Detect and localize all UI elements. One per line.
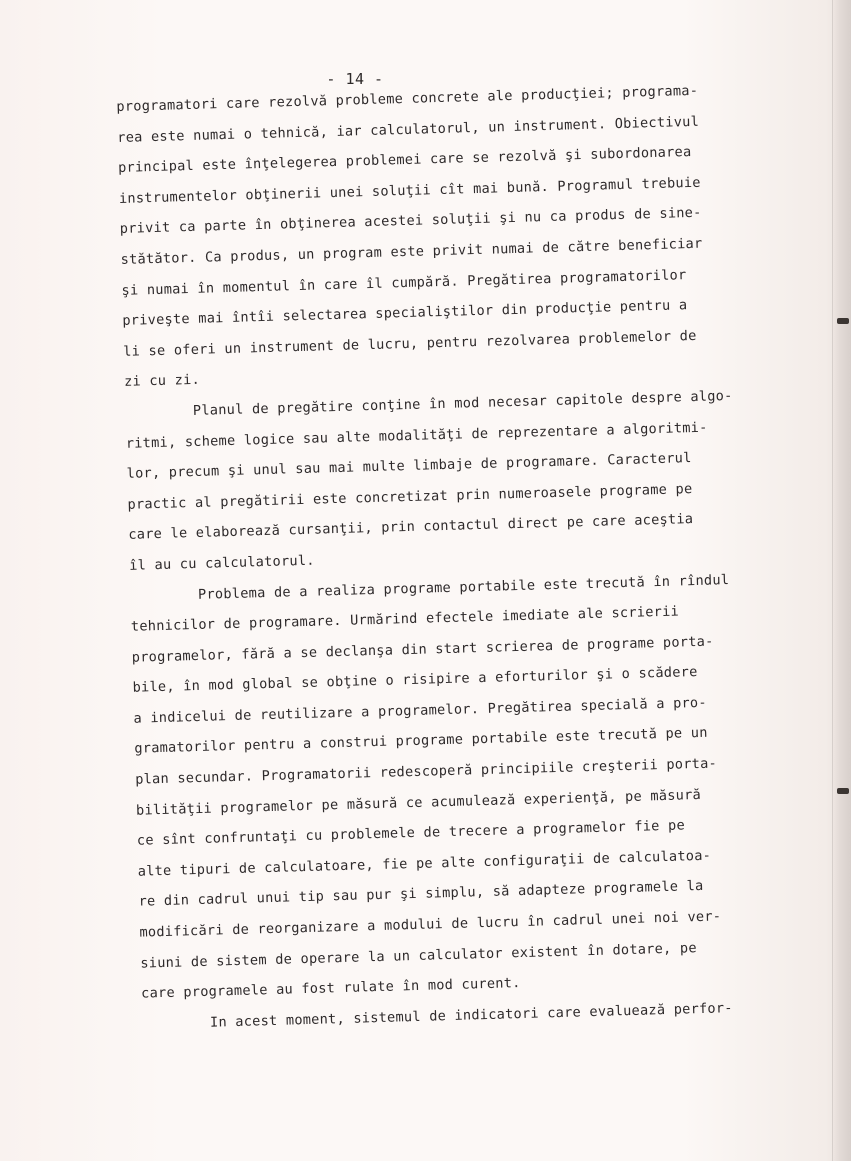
text-line: programelor, fără a se declanşa din start scrierea de programe porta- [131, 633, 714, 666]
edge-mark [837, 318, 849, 324]
text-line: care programele au fost rulate în mod curent. [140, 975, 521, 1002]
text-line: modificări de reorganizare a modului de lucru în cadrul unei noi ver- [139, 908, 722, 941]
text-line: siuni de sistem de operare la un calculator existent în dotare, pe [140, 939, 697, 972]
text-line: practic al pregătirii este concretizat prin numeroasele programe pe [127, 480, 693, 513]
text-line: ritmi, scheme logice sau alte modalităţi de reprezentare a algoritmi- [125, 419, 708, 452]
text-line: plan secundar. Programatorii redescoperă principiile creşterii porta- [134, 755, 718, 788]
text-line: tehnicilor de programare. Urmărind efectele imediate ale scrierii [130, 603, 680, 635]
text-line: îl au cu calculatorul. [129, 552, 315, 574]
edge-mark [837, 788, 849, 794]
text-line: principal este înţelegerea problemei care se rezolvă şi subordonarea [117, 144, 692, 177]
page-number: - 14 - [326, 70, 384, 88]
text-line: programatori care rezolvă probleme concrete ale producţiei; programa- [116, 82, 699, 115]
text-line: lor, precum şi unul sau mai multe limbaje de programare. Caracterul [126, 450, 692, 482]
text-line: zi cu zi. [123, 372, 201, 391]
paragraph-start-line: In acest moment, sistemul de indicatori care evaluează perfor- [209, 999, 733, 1031]
text-line: şi numai în momentul în care îl cumpără. Pregătirea programatorilor [121, 266, 687, 299]
text-line: priveşte mai întîi selectarea specialiştilor din producţie pentru a [122, 297, 688, 330]
paragraph-start-line: Planul de pregătire conţine în mod necesar capitole despre algo- [192, 387, 733, 419]
text-line: rea este numai o tehnică, iar calculatorul, un instrument. Obiectivul [117, 113, 700, 146]
text-line: li se oferi un instrument de lucru, pentru rezolvarea problemelor de [123, 327, 697, 360]
page-edge [832, 0, 851, 1161]
text-line: gramatorilor pentru a construi programe portabile este trecută pe un [134, 725, 708, 758]
text-line: stătător. Ca produs, un program este privit numai de către beneficiar [120, 235, 703, 268]
text-line: re din cadrul unui tip sau pur şi simplu, să adapteze programele la [138, 878, 704, 911]
text-line: instrumentelor obţinerii unei soluţii cît mai bună. Programul trebuie [118, 174, 701, 207]
text-line: alte tipuri de calculatoare, fie pe alte configuraţii de calculatoa- [137, 847, 712, 880]
text-line: care le elaborează cursanţii, prin contactul direct pe care aceştia [128, 511, 694, 544]
text-line: ce sînt confruntaţi cu problemele de trecere a programelor fie pe [136, 817, 686, 849]
text-line: privit ca parte în obţinerea acestei soluţii şi nu ca produs de sine- [119, 205, 702, 238]
text-line: bilităţii programelor pe măsură ce acumulează experienţă, pe măsură [135, 786, 702, 819]
text-line: a indicelui de reutilizare a programelor. Pregătirea specială a pro- [133, 694, 708, 727]
paragraph-start-line: Problema de a realiza programe portabile este trecută în rîndul [197, 571, 730, 603]
body-text [116, 73, 832, 1040]
text-line: bile, în mod global se obţine o risipire a eforturilor şi o scădere [132, 664, 698, 697]
